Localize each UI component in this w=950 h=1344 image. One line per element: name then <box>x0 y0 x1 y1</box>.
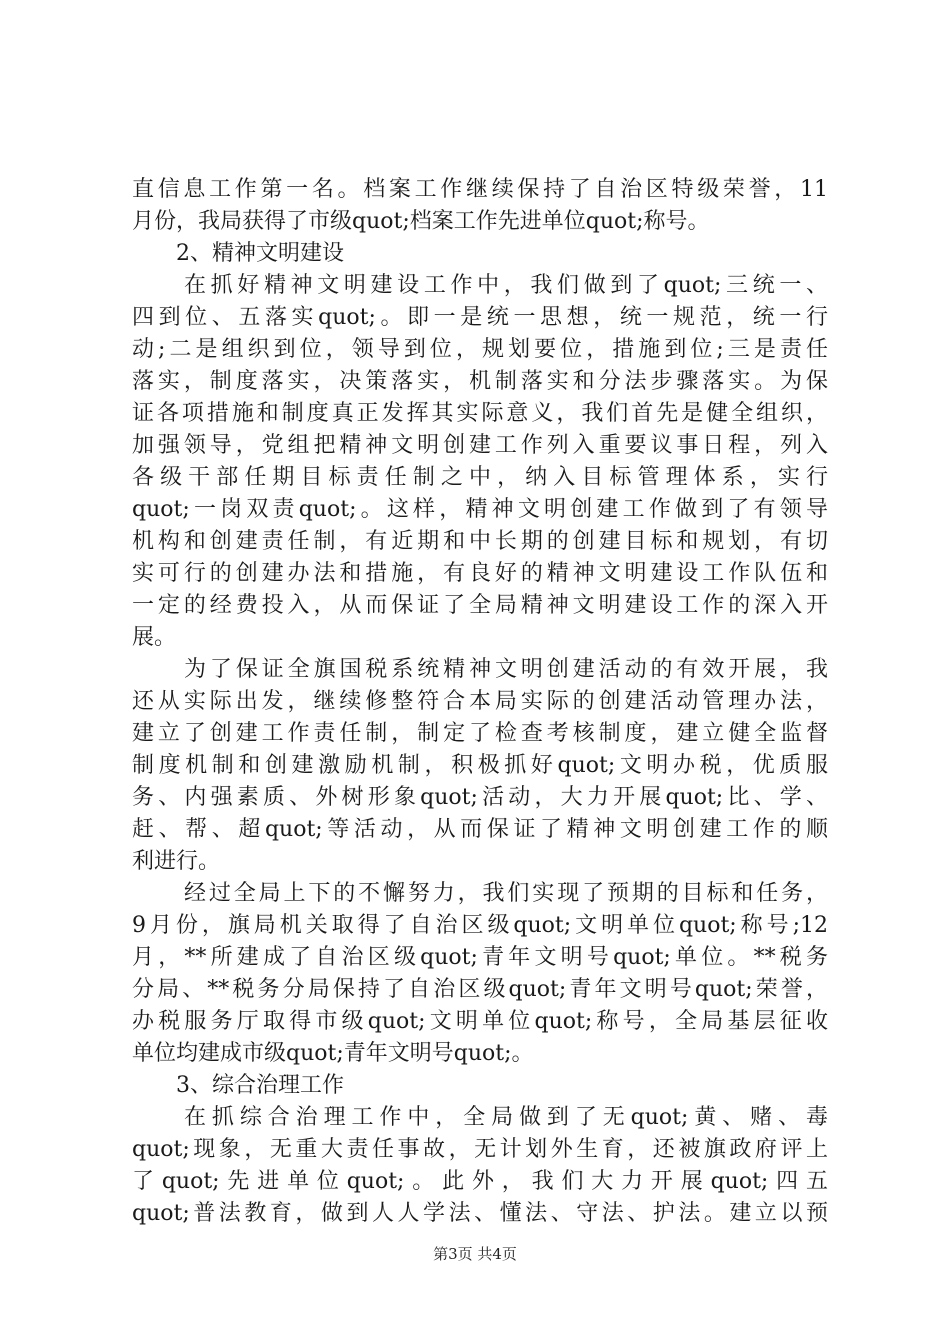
text-line: 落实，制度落实，决策落实，机制落实和分法步骤落实。为保 <box>132 369 828 394</box>
section-heading: 2、精神文明建设 <box>176 241 344 266</box>
section-heading: 3、综合治理工作 <box>176 1073 344 1098</box>
text-line: 在抓综合治理工作中，全局做到了无quot;黄、赌、毒 <box>184 1105 828 1130</box>
text-line: 建立了创建工作责任制，制定了检查考核制度，建立健全监督 <box>132 721 828 746</box>
text-line: 动;二是组织到位，领导到位，规划要位，措施到位;三是责任 <box>132 337 828 362</box>
text-line: quot;一岗双责quot;。这样，精神文明创建工作做到了有领导 <box>132 497 828 522</box>
text-line: 四到位、五落实quot;。即一是统一思想，统一规范，统一行 <box>132 305 828 330</box>
text-line: quot;现象，无重大责任事故，无计划外生育，还被旗政府评上 <box>132 1137 828 1162</box>
text-line: 了quot;先进单位quot;。此外，我们大力开展quot;四五 <box>132 1169 828 1194</box>
text-line: 证各项措施和制度真正发挥其实际意义，我们首先是健全组织， <box>132 401 828 426</box>
text-line: 在抓好精神文明建设工作中，我们做到了quot;三统一、 <box>184 273 828 298</box>
text-line: 加强领导，党组把精神文明创建工作列入重要议事日程，列入 <box>132 433 828 458</box>
text-line: 一定的经费投入，从而保证了全局精神文明建设工作的深入开 <box>132 593 828 618</box>
text-line: 制度机制和创建激励机制，积极抓好quot;文明办税，优质服 <box>132 753 828 778</box>
text-line: 实可行的创建办法和措施，有良好的精神文明建设工作队伍和 <box>132 561 828 586</box>
text-line: 展。 <box>132 625 177 650</box>
text-line: 还从实际出发，继续修整符合本局实际的创建活动管理办法， <box>132 689 828 714</box>
text-line: 月，**所建成了自治区级quot;青年文明号quot;单位。**税务 <box>132 945 828 970</box>
text-line: 办税服务厅取得市级quot;文明单位quot;称号，全局基层征收 <box>132 1009 828 1034</box>
text-line: 分局、**税务分局保持了自治区级quot;青年文明号quot;荣誉， <box>132 977 828 1002</box>
text-line: 机构和创建责任制，有近期和中长期的创建目标和规划，有切 <box>132 529 828 554</box>
text-line: 利进行。 <box>132 849 221 874</box>
text-line: 9月份，旗局机关取得了自治区级quot;文明单位quot;称号;12 <box>132 913 828 938</box>
text-line: quot;普法教育，做到人人学法、懂法、守法、护法。建立以预 <box>132 1201 828 1226</box>
document-body <box>132 174 828 1230</box>
text-line: 赶、帮、超quot;等活动，从而保证了精神文明创建工作的顺 <box>132 817 828 842</box>
text-line: 直信息工作第一名。档案工作继续保持了自治区特级荣誉，11 <box>132 177 828 202</box>
page-footer: 第3页 共4页 <box>433 1245 517 1263</box>
text-line: 月份，我局获得了市级quot;档案工作先进单位quot;称号。 <box>132 209 710 234</box>
text-line: 各级干部任期目标责任制之中，纳入目标管理体系，实行 <box>132 465 828 490</box>
text-line: 务、内强素质、外树形象quot;活动，大力开展quot;比、学、 <box>132 785 828 810</box>
text-line: 为了保证全旗国税系统精神文明创建活动的有效开展，我 <box>184 657 828 682</box>
text-line: 经过全局上下的不懈努力，我们实现了预期的目标和任务， <box>184 881 828 906</box>
text-line: 单位均建成市级quot;青年文明号quot;。 <box>132 1041 534 1066</box>
